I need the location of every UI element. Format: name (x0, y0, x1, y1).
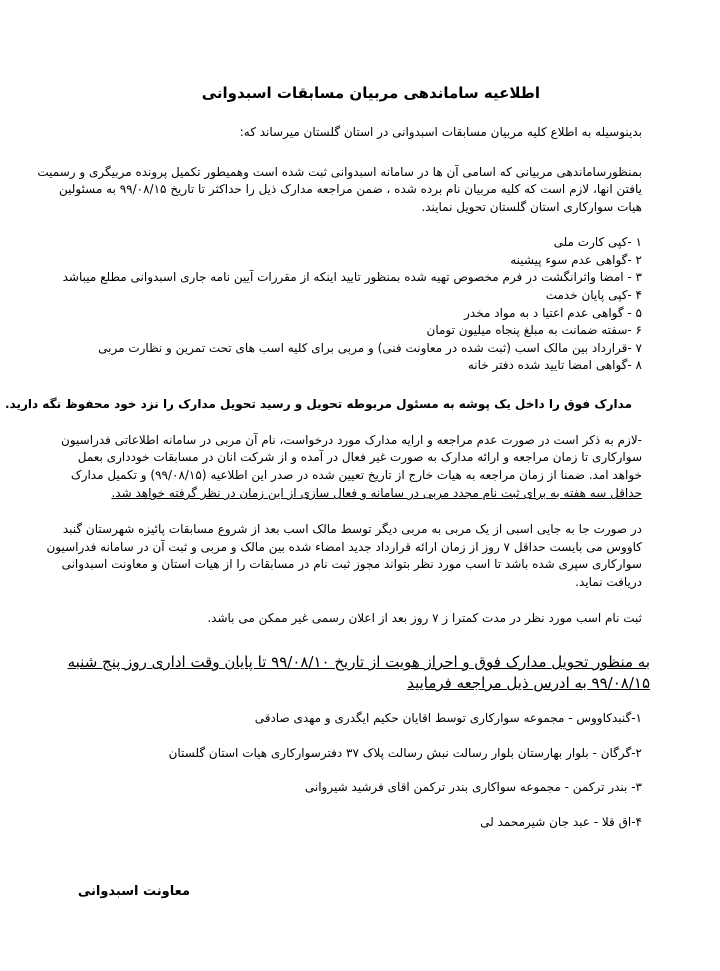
paragraph-2-line-4: حداقل سه هفته به برای ثبت نام مجدد مربی در سامانه و فعال سازی از این زمان در نظر گرفته خواهد شد. (111, 486, 642, 500)
paragraph-3-line-3: سوارکاری سپری شده باشد تا اسب مورد نظر بتواند مجوز ثبت نام در مسابقات را از هیات استان و معاونت اسبدوانی (61, 557, 642, 571)
signature: معاونت اسبدوانی (77, 884, 190, 899)
paragraph-3-line-1: در صورت جا به جایی اسبی از یک مربی به مربی دیگر توسط مالک اسب بعد از شروع مسابقات پائیزه شهرستان گنبد (62, 522, 642, 536)
paragraph-3-line-2: کاووس می بایست حداقل ۷ روز از زمان ارائه قرارداد جدید امضاء شده بین مالک و مربی و ثبت آن در سامانه فدراسیون (46, 540, 642, 554)
deadline-line-2: ۹۹/۰۸/۱۵ به ادرس ذیل مراجعه فرمایید (407, 674, 650, 692)
page-title: اطلاعیه ساماندهی مربیان مسابقات اسبدوانی (201, 84, 540, 102)
address-item: ۲-گرگان - بلوار بهارستان بلوار رسالت نبش رسالت پلاک ۳۷ دفترسوارکاری هیات استان گلستان (168, 746, 642, 760)
document-item: ۲ -گواهی عدم سوء پیشینه (510, 253, 642, 267)
intro-text: بدینوسیله به اطلاع کلیه مربیان مسابقات اسبدوانی در استان گلستان میرساند که: (239, 125, 642, 139)
paragraph-2-line-1: -لازم به ذکر است در صورت عدم مراجعه و ارایه مدارک مورد درخواست، نام آن مربی در سامانه اطلاعاتی فدراسیون (61, 433, 642, 447)
address-item: ۳- بندر ترکمن - مجموعه سواکاری بندر ترکمن اقای فرشید شیروانی (304, 780, 642, 794)
paragraph-1-line-3: هیات سوارکاری استان گلستان تحویل نمایند. (421, 200, 642, 214)
document-item: ۷ -قرارداد بین مالک اسب (ثبت شده در معاونت فنی) و مربی برای کلیه اسب های تحت تمرین و نظارت مربی (98, 341, 642, 355)
document-item: ۸ -گواهی امضا تایید شده دفتر خانه (467, 358, 642, 372)
paragraph-1-line-2: یافتن انها، لازم است که کلیه مربیان نام برده شده ، ضمن مراجعه مدارک ذیل را حداکثر تا تاریخ ۹۹/۰۸/۱۵ به مسئولین (58, 182, 642, 196)
paragraph-4: ثبت نام اسب مورد نظر در مدت کمترا ز ۷ روز بعد از اعلان رسمی غیر ممکن می باشد. (207, 611, 642, 625)
paragraph-2-line-3: خواهد امد. ضمنا از زمان مراجعه به هیات خارج از تاریخ تعیین شده در صدر این اطلاعیه (۹۹/۰۸/۱۵) و تکمیل مدارک (70, 468, 642, 482)
keep-documents-note: مدارک فوق را داخل یک پوشه به مسئول مربوطه تحویل و رسید تحویل مدارک را نزد خود محفوظ نگه دارید. (4, 397, 632, 411)
document-item: ۱ -کپی کارت ملی (553, 235, 642, 249)
paragraph-1-line-1: بمنظورساماندهی مربیانی که اسامی آن ها در سامانه اسبدوانی ثبت شده است وهمیطور تکمیل پرونده مربیگری و رسمیت (37, 165, 642, 179)
deadline-line-1: به منظور تحویل مدارک فوق و احراز هویت از تاریخ ۹۹/۰۸/۱۰ تا پایان وقت اداری روز پنج شنبه (67, 653, 650, 671)
document-item: ۴ -کپی پایان خدمت (545, 288, 642, 302)
paragraph-2-line-2: سوارکاری تا زمان مراجعه و ارائه مدارک به صورت غیر فعال در آمده و از شرکت انان در مسابقات خودداری بعمل (77, 450, 642, 464)
address-item: ۴-اق قلا - عبد جان شیرمحمد لی (480, 815, 642, 829)
address-item: ۱-گنبدکاووس - مجموعه سوارکاری توسط اقایان حکیم ایگدری و مهدی صادقی (254, 711, 642, 725)
document-item: ۳ - امضا واثرانگشت در فرم مخصوص تهیه شده بمنظور تایید اینکه از مقررات آیین نامه جاری اسبدوانی مطلع میباشد (62, 270, 642, 284)
paragraph-3-line-4: دریافت نماید. (575, 575, 642, 589)
document-item: ۶ -سفته ضمانت به مبلغ پنجاه میلیون تومان (426, 323, 642, 337)
document-item: ۵ - گواهی عدم اعتیا د به مواد مخدر (464, 306, 642, 320)
